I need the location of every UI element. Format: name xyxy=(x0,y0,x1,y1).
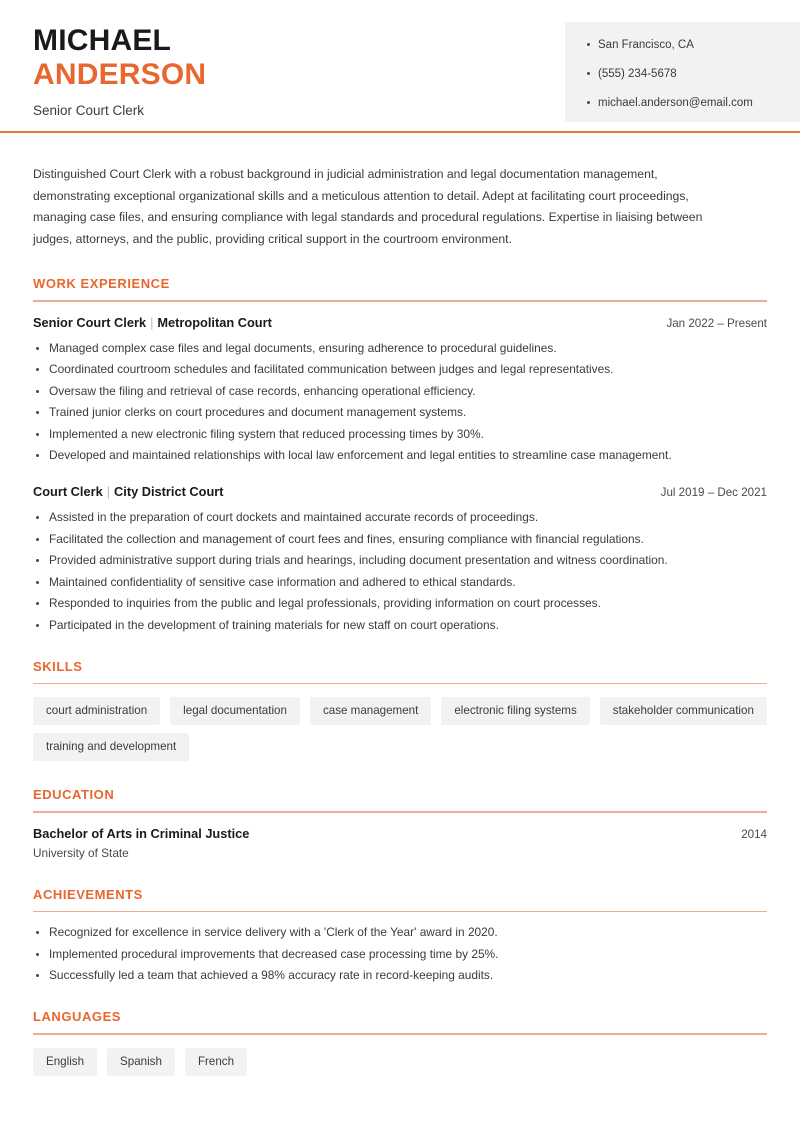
achievement-item: Recognized for excellence in service delivery with a 'Clerk of the Year' award in 2020. xyxy=(33,925,767,940)
section-work-experience xyxy=(33,276,767,633)
identity-block xyxy=(33,24,206,119)
language-tag: English xyxy=(33,1048,97,1076)
bullet-item: Trained junior clerks on court procedures and document management systems. xyxy=(33,405,767,420)
contact-location-text: San Francisco, CA xyxy=(598,39,694,51)
title-separator: | xyxy=(150,314,154,330)
work-entry-date: Jul 2019 – Dec 2021 xyxy=(660,486,767,499)
section-title-skills: SKILLS xyxy=(33,658,83,674)
skill-tag: electronic filing systems xyxy=(441,697,589,725)
languages-tag-list xyxy=(33,1048,767,1076)
work-entry-date: Jan 2022 – Present xyxy=(666,316,767,330)
section-skills xyxy=(33,659,767,762)
section-languages xyxy=(33,1009,767,1076)
contact-list xyxy=(587,38,800,110)
contact-item-location xyxy=(587,38,800,52)
section-divider xyxy=(33,811,767,813)
title-separator: | xyxy=(106,484,111,499)
section-achievements xyxy=(33,887,767,984)
bullet-item: Coordinated courtroom schedules and facilitated communication between judges and legal representatives. xyxy=(33,362,767,377)
contact-item-phone xyxy=(587,67,800,81)
bullet-item: Facilitated the collection and management of court fees and fines, ensuring compliance with financial regulations. xyxy=(33,532,767,547)
work-entry-header xyxy=(33,315,767,332)
bullet-item: Managed complex case files and legal documents, ensuring adherence to procedural guidelines. xyxy=(33,341,767,356)
education-entry-header xyxy=(33,826,767,843)
education-institution: University of State xyxy=(33,845,129,860)
work-entry xyxy=(33,315,767,464)
section-divider xyxy=(33,683,767,685)
headline-job-title: Senior Court Clerk xyxy=(33,103,145,118)
bullet-item: Provided administrative support during trials and hearings, including document presentation and witness coordination. xyxy=(33,553,767,568)
work-entry-title xyxy=(33,484,224,500)
bullet-item: Participated in the development of training materials for new staff on court operations. xyxy=(33,618,767,633)
work-entry-title xyxy=(33,315,272,331)
skills-tag-list xyxy=(33,697,767,761)
skill-tag: court administration xyxy=(33,697,160,725)
skill-tag: stakeholder communication xyxy=(600,697,767,725)
last-name: ANDERSON xyxy=(33,58,207,91)
education-entry xyxy=(33,826,767,861)
section-divider xyxy=(33,911,767,913)
work-entry-role: Senior Court Clerk xyxy=(33,314,147,330)
resume-content xyxy=(0,164,800,1076)
bullet-item: Oversaw the filing and retrieval of case records, enhancing operational efficiency. xyxy=(33,384,767,399)
bullet-item: Assisted in the preparation of court dockets and maintained accurate records of proceedings. xyxy=(33,510,767,525)
bullet-item: Implemented a new electronic filing system that reduced processing times by 30%. xyxy=(33,427,767,442)
section-title-languages: LANGUAGES xyxy=(33,1009,122,1024)
contact-item-email xyxy=(587,96,800,110)
contact-info-box xyxy=(565,22,800,122)
education-degree: Bachelor of Arts in Criminal Justice xyxy=(33,825,250,841)
work-entry-company: City District Court xyxy=(114,484,224,499)
achievement-item: Implemented procedural improvements that decreased case processing time by 25%. xyxy=(33,947,767,962)
bullet-item: Maintained confidentiality of sensitive case information and adhered to ethical standards. xyxy=(33,575,767,590)
achievement-item: Successfully led a team that achieved a 98% accuracy rate in record-keeping audits. xyxy=(33,968,767,983)
contact-email-text: michael.anderson@email.com xyxy=(598,97,753,109)
skill-tag: legal documentation xyxy=(170,697,300,725)
skill-tag: training and development xyxy=(33,733,189,761)
work-entry-role: Court Clerk xyxy=(33,484,103,499)
professional-summary: Distinguished Court Clerk with a robust background in judicial administration and legal documentation management, demonstrating exceptional organizational skills and a meticulous attention to detail. Adept at facilitating court proceedings, managing case files, and ensuring compliance with legal standards and procedural regulations. Expertise in liaising between judges, attorneys, and the public, providing critical support in the courtroom environment. xyxy=(33,167,703,246)
contact-phone-text: (555) 234-5678 xyxy=(598,68,677,80)
language-tag: French xyxy=(185,1048,247,1076)
section-title-work-experience: WORK EXPERIENCE xyxy=(33,276,170,291)
first-name: MICHAEL xyxy=(33,24,172,57)
bullet-item: Responded to inquiries from the public and legal professionals, providing information on court processes. xyxy=(33,596,767,611)
resume-header xyxy=(0,0,800,133)
work-entry-company: Metropolitan Court xyxy=(157,314,272,330)
education-date: 2014 xyxy=(741,827,767,841)
section-education xyxy=(33,787,767,861)
section-title-achievements: ACHIEVEMENTS xyxy=(33,886,143,902)
section-divider xyxy=(33,1033,767,1035)
work-entry xyxy=(33,484,767,633)
work-entry-header xyxy=(33,484,767,501)
work-entry-bullets xyxy=(33,341,767,464)
section-divider xyxy=(33,300,767,302)
header-divider xyxy=(0,131,800,133)
work-entry-bullets xyxy=(33,510,767,633)
skill-tag: case management xyxy=(310,697,431,725)
achievements-list xyxy=(33,925,767,983)
section-title-education: EDUCATION xyxy=(33,787,115,802)
bullet-item: Developed and maintained relationships with local law enforcement and legal entities to streamline case management. xyxy=(33,448,767,463)
language-tag: Spanish xyxy=(107,1048,175,1076)
